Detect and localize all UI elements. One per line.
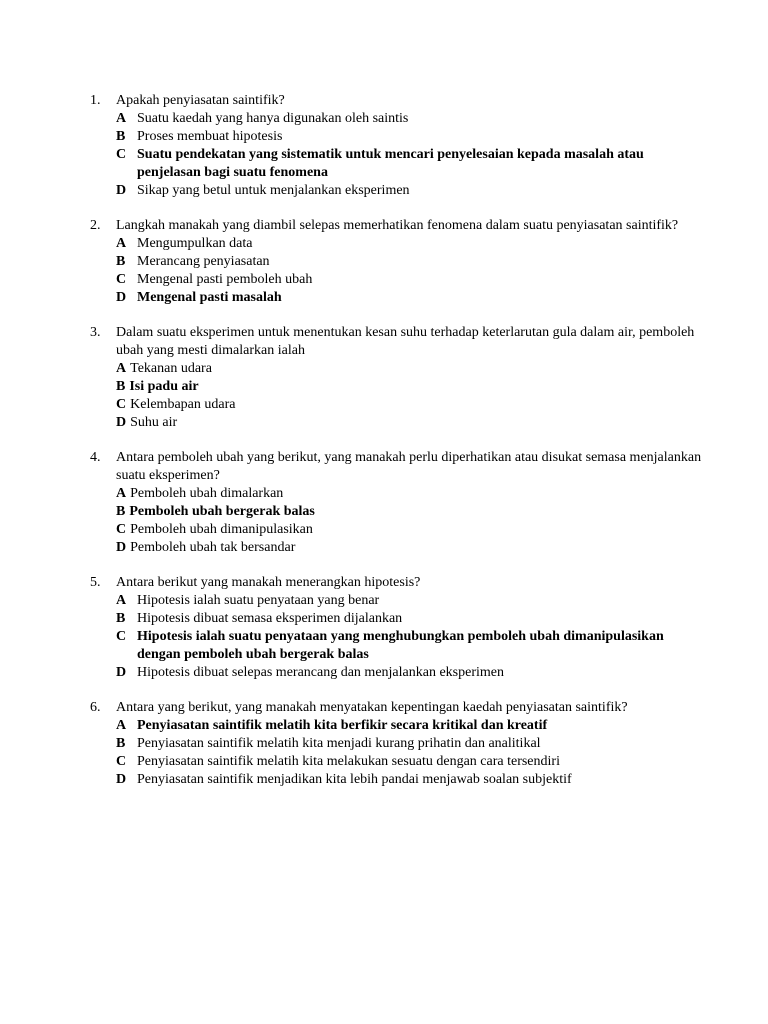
option-letter: B <box>116 254 126 269</box>
question-body <box>116 574 710 682</box>
question-number: 6. <box>90 700 101 715</box>
question-list <box>90 92 710 806</box>
question-4 <box>90 449 710 557</box>
option-letter: D <box>116 290 127 305</box>
option-letter: C <box>116 629 127 644</box>
option-letter: B <box>116 379 126 394</box>
answer-option-c <box>116 753 710 771</box>
question-text: Antara berikut yang manakah menerangkan hipotesis? <box>116 575 421 590</box>
question-3 <box>90 324 710 432</box>
answer-option-d <box>116 664 710 682</box>
answer-option-d <box>116 414 710 432</box>
option-text: Hipotesis ialah suatu penyataan yang benar <box>137 593 380 608</box>
option-letter: D <box>116 415 127 430</box>
question-text: Langkah manakah yang diambil selepas memerhatikan fenomena dalam suatu penyiasatan saintifik? <box>116 218 679 233</box>
answer-option-b <box>116 253 710 271</box>
answer-option-c <box>116 521 710 539</box>
answer-option-b <box>116 735 710 753</box>
option-letter: B <box>116 129 126 144</box>
option-text: Suatu kaedah yang hanya digunakan oleh saintis <box>137 111 409 126</box>
answer-option-b <box>116 503 710 521</box>
option-text: Penyiasatan saintifik melatih kita melakukan sesuatu dengan cara tersendiri <box>137 754 560 769</box>
question-body <box>116 449 710 557</box>
option-letter: D <box>116 540 127 555</box>
option-text: Mengenal pasti pemboleh ubah <box>137 272 313 287</box>
answer-option-a <box>116 360 710 378</box>
option-letter: B <box>116 611 126 626</box>
question-body <box>116 92 710 200</box>
option-text: Sikap yang betul untuk menjalankan eksperimen <box>137 183 410 198</box>
question-number: 3. <box>90 325 101 340</box>
option-text: Suhu air <box>130 415 178 430</box>
option-text: Penyiasatan saintifik menjadikan kita lebih pandai menjawab soalan subjektif <box>137 772 572 787</box>
option-letter: C <box>116 397 127 412</box>
option-text: Penyiasatan saintifik melatih kita berfikir secara kritikal dan kreatif <box>137 718 548 733</box>
option-letter: A <box>116 486 127 501</box>
option-letter: B <box>116 504 126 519</box>
question-number: 1. <box>90 93 101 108</box>
answer-option-c <box>116 628 710 664</box>
option-letter: A <box>116 718 127 733</box>
answer-option-a <box>116 717 710 735</box>
question-number: 2. <box>90 218 101 233</box>
option-text: Hipotesis ialah suatu penyataan yang menghubungkan pemboleh ubah dimanipulasikan dengan pemboleh ubah bergerak balas <box>137 629 664 662</box>
option-text: Kelembapan udara <box>130 397 236 412</box>
question-body <box>116 217 710 307</box>
option-text: Pemboleh ubah dimalarkan <box>130 486 284 501</box>
answer-option-c <box>116 396 710 414</box>
question-1 <box>90 92 710 200</box>
answer-option-b <box>116 128 710 146</box>
question-2 <box>90 217 710 307</box>
question-text: Dalam suatu eksperimen untuk menentukan kesan suhu terhadap keterlarutan gula dalam air, pemboleh ubah yang mesti dimalarkan ialah <box>116 325 695 358</box>
option-text: Hipotesis dibuat semasa eksperimen dijalankan <box>137 611 403 626</box>
option-text: Pemboleh ubah dimanipulasikan <box>130 522 313 537</box>
option-text: Proses membuat hipotesis <box>137 129 283 144</box>
answer-option-a <box>116 235 710 253</box>
option-text: Mengumpulkan data <box>137 236 253 251</box>
answer-option-b <box>116 378 710 396</box>
answer-option-a <box>116 592 710 610</box>
option-text: Merancang penyiasatan <box>137 254 270 269</box>
option-text: Isi padu air <box>129 379 199 394</box>
answer-option-d <box>116 771 710 789</box>
option-letter: C <box>116 754 127 769</box>
question-6 <box>90 699 710 789</box>
option-text: Pemboleh ubah tak bersandar <box>130 540 296 555</box>
question-number: 5. <box>90 575 101 590</box>
option-letter: D <box>116 665 127 680</box>
option-text: Hipotesis dibuat selepas merancang dan menjalankan eksperimen <box>137 665 504 680</box>
answer-option-a <box>116 110 710 128</box>
option-letter: A <box>116 236 127 251</box>
option-text: Penyiasatan saintifik melatih kita menjadi kurang prihatin dan analitikal <box>137 736 541 751</box>
answer-option-d <box>116 539 710 557</box>
answer-option-d <box>116 289 710 307</box>
option-text: Pemboleh ubah bergerak balas <box>129 504 315 519</box>
option-letter: A <box>116 361 127 376</box>
answer-option-c <box>116 271 710 289</box>
option-letter: D <box>116 183 127 198</box>
question-body <box>116 699 710 789</box>
question-body <box>116 324 710 432</box>
option-letter: C <box>116 147 127 162</box>
answer-option-c <box>116 146 710 182</box>
question-text: Antara yang berikut, yang manakah menyatakan kepentingan kaedah penyiasatan saintifik? <box>116 700 628 715</box>
question-5 <box>90 574 710 682</box>
question-text: Antara pemboleh ubah yang berikut, yang manakah perlu diperhatikan atau disukat semasa menjalankan suatu eksperimen? <box>116 450 702 483</box>
option-text: Suatu pendekatan yang sistematik untuk mencari penyelesaian kepada masalah atau penjelasan bagi suatu fenomena <box>137 147 644 180</box>
question-text: Apakah penyiasatan saintifik? <box>116 93 285 108</box>
option-text: Mengenal pasti masalah <box>137 290 282 305</box>
question-number: 4. <box>90 450 101 465</box>
option-letter: B <box>116 736 126 751</box>
option-letter: C <box>116 522 127 537</box>
option-letter: D <box>116 772 127 787</box>
option-letter: C <box>116 272 127 287</box>
answer-option-a <box>116 485 710 503</box>
option-letter: A <box>116 593 127 608</box>
answer-option-b <box>116 610 710 628</box>
answer-option-d <box>116 182 710 200</box>
option-text: Tekanan udara <box>130 361 212 376</box>
option-letter: A <box>116 111 127 126</box>
